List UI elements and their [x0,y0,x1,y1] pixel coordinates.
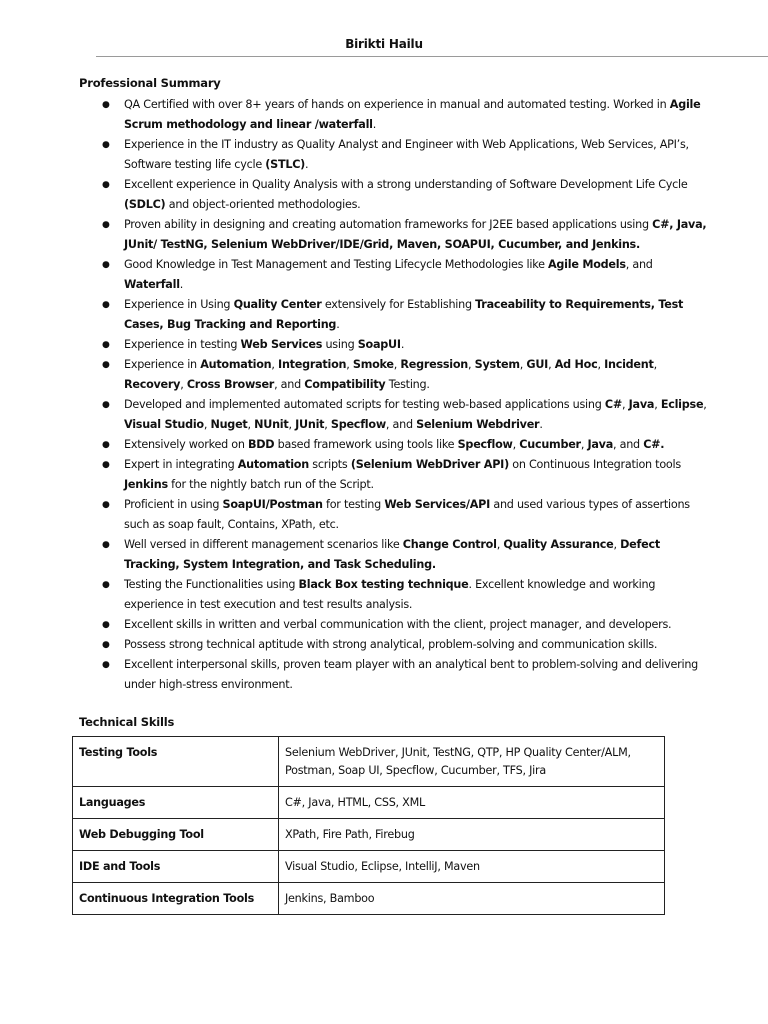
summary-bold-text: Quality Center [233,298,322,311]
skill-category: Testing Tools [73,737,279,787]
summary-text: , [597,358,605,371]
summary-bold-text: C#. [643,438,665,451]
bullet-icon: ● [102,660,110,670]
summary-bold-text: Agile Models [548,258,626,271]
bullet-icon: ● [102,400,110,410]
summary-text: Possess strong technical aptitude with strong analytical, problem-solving and communication skills. [124,638,658,651]
summary-list-item [102,135,714,175]
summary-bold-text: BDD [247,438,275,451]
bullet-icon: ● [102,140,110,150]
summary-text: , [512,438,520,451]
summary-list-item [102,175,714,215]
summary-text: , [654,398,661,411]
summary-list-item [102,335,714,355]
summary-list-item [102,495,714,535]
summary-text: Experience in Using [124,298,234,311]
technical-skills-heading: Technical Skills [79,715,175,729]
summary-text: , [519,358,527,371]
technical-skills-table [72,736,665,915]
skill-values: C#, Java, HTML, CSS, XML [279,787,665,819]
summary-bold-text: SoapUI/Postman [222,498,323,511]
bullet-icon: ● [102,440,110,450]
summary-text: Extensively worked on [124,438,248,451]
resume-name: Birikti Hailu [345,37,423,51]
skill-category: Web Debugging Tool [73,819,279,851]
bullet-icon: ● [102,100,110,110]
summary-text: , [324,418,331,431]
summary-bold-text: Recovery [124,378,181,391]
skill-category: Continuous Integration Tools [73,883,279,915]
summary-bold-text: C# [604,398,623,411]
summary-text: , [653,358,657,371]
summary-text: on Continuous Integration tools [508,458,681,471]
summary-bold-text: Smoke [352,358,394,371]
summary-text: Proficient in using [124,498,223,511]
summary-bold-text: Selenium Webdriver [416,418,540,431]
summary-bold-text: Visual Studio [124,418,204,431]
summary-text: and used various types of assertions such as soap fault, Contains, XPath, etc. [124,498,690,531]
summary-text: Experience in the IT industry as Quality Analyst and Engineer with Web Applications, Web Services, API’s, Software testing life cycle [124,138,689,171]
summary-bold-text: Agile Scrum methodology and linear /waterfall [124,98,701,131]
summary-text: Excellent skills in written and verbal communication with the client, project manager, and developers. [124,618,672,631]
summary-text: Excellent experience in Quality Analysis with a strong understanding of Software Development Life Cycle [124,178,688,191]
summary-text: , [288,418,296,431]
summary-text: . [372,118,377,131]
summary-list-item [102,355,714,395]
summary-text: , and [274,378,305,391]
summary-text: , [247,418,255,431]
summary-bold-text: C#, Java, JUnit/ TestNG, Selenium WebDriver/IDE/Grid, Maven, SOAPUI, Cucumber, and Jenkins. [124,218,707,251]
summary-text: , and [625,258,653,271]
summary-bold-text: Black Box testing technique [298,578,469,591]
summary-text: . [336,318,340,331]
summary-bold-text: GUI [526,358,549,371]
summary-bold-text: Ad Hoc [554,358,598,371]
summary-text: Developed and implemented automated scripts for testing web-based applications using [124,398,605,411]
summary-text: , [613,538,621,551]
header-divider [96,56,768,57]
summary-bold-text: Nuget [210,418,248,431]
summary-text: for testing [322,498,385,511]
summary-list-item [102,615,714,635]
bullet-icon: ● [102,220,110,230]
summary-text: . Excellent knowledge and working experience in test execution and test results analysis. [124,578,656,611]
summary-text: . [539,418,543,431]
professional-summary-list [102,95,714,695]
summary-bold-text: Automation [200,358,272,371]
summary-text: Testing. [385,378,430,391]
summary-list-item [102,575,714,615]
summary-text: , and [385,418,417,431]
bullet-icon: ● [102,620,110,630]
summary-bold-text: (SDLC) [124,198,166,211]
summary-text: Proven ability in designing and creating automation frameworks for J2EE based applications using [124,218,653,231]
skill-values: Jenkins, Bamboo [279,883,665,915]
summary-text: based framework using tools like [274,438,458,451]
summary-list-item [102,655,714,695]
summary-bold-text: Specflow [330,418,386,431]
summary-text: , [393,358,401,371]
summary-text: Experience in testing [124,338,241,351]
summary-text: scripts [308,458,351,471]
skills-row [73,737,665,787]
summary-bold-text: Quality Assurance [503,538,614,551]
summary-bold-text: (STLC) [265,158,306,171]
bullet-icon: ● [102,580,110,590]
summary-bold-text: Cross Browser [186,378,275,391]
bullet-icon: ● [102,460,110,470]
summary-text: Experience in [124,358,201,371]
summary-bold-text: Waterfall [124,278,180,291]
summary-text: Expert in integrating [124,458,238,471]
summary-bold-text: Web Services [240,338,323,351]
summary-text: , [468,358,475,371]
skill-values: XPath, Fire Path, Firebug [279,819,665,851]
skills-row [73,787,665,819]
summary-list-item [102,455,714,495]
bullet-icon: ● [102,260,110,270]
summary-text: Excellent interpersonal skills, proven team player with an analytical bent to problem-solving and delivering under high-stress environment. [124,658,699,691]
summary-list-item [102,395,714,435]
skills-row [73,851,665,883]
summary-list-item [102,215,714,255]
summary-text: , [346,358,353,371]
summary-bold-text: Eclipse [660,398,704,411]
summary-text: . [305,158,309,171]
summary-text: and object-oriented methodologies. [165,198,361,211]
summary-list-item [102,435,714,455]
summary-bold-text: Automation [237,458,309,471]
summary-bold-text: Java [628,398,655,411]
summary-text: . [400,338,405,351]
bullet-icon: ● [102,360,110,370]
summary-text: using [322,338,358,351]
summary-text: Testing the Functionalities using [124,578,299,591]
summary-list-item [102,255,714,295]
bullet-icon: ● [102,340,110,350]
summary-bold-text: (Selenium WebDriver API) [350,458,509,471]
summary-bold-text: Web Services/API [384,498,491,511]
summary-bold-text: Jenkins [124,478,168,491]
summary-bold-text: Specflow [457,438,513,451]
bullet-icon: ● [102,500,110,510]
summary-text: , [548,358,555,371]
summary-text: , [496,538,504,551]
summary-text: , [622,398,629,411]
summary-text: Well versed in different management scenarios like [124,538,403,551]
bullet-icon: ● [102,540,110,550]
bullet-icon: ● [102,180,110,190]
summary-bold-text: System [474,358,520,371]
summary-bold-text: Defect Tracking, System Integration, and Task Scheduling. [124,538,660,571]
summary-text: , [271,358,279,371]
summary-text: , and [613,438,644,451]
bullet-icon: ● [102,640,110,650]
skill-values: Visual Studio, Eclipse, IntelliJ, Maven [279,851,665,883]
summary-bold-text: Cucumber [519,438,581,451]
summary-bold-text: JUnit [295,418,325,431]
summary-text: QA Certified with over 8+ years of hands on experience in manual and automated testing. Worked in [124,98,670,111]
professional-summary-heading: Professional Summary [79,76,221,90]
skill-category: Languages [73,787,279,819]
skills-row [73,883,665,915]
summary-text: , [580,438,588,451]
summary-list-item [102,295,714,335]
summary-bold-text: Change Control [402,538,497,551]
summary-text: , [703,398,707,411]
summary-text: , [203,418,211,431]
summary-bold-text: Compatibility [304,378,386,391]
skill-values: Selenium WebDriver, JUnit, TestNG, QTP, HP Quality Center/ALM, Postman, Soap UI, Specflow, Cucumber, TFS, Jira [279,737,665,787]
summary-list-item [102,95,714,135]
skills-row [73,819,665,851]
summary-text: , [180,378,187,391]
skill-category: IDE and Tools [73,851,279,883]
summary-bold-text: Traceability to Requirements, Test Cases, Bug Tracking and Reporting [124,298,684,331]
summary-bold-text: SoapUI [357,338,401,351]
summary-bold-text: NUnit [254,418,289,431]
summary-bold-text: Integration [278,358,347,371]
summary-text: . [179,278,184,291]
bullet-icon: ● [102,300,110,310]
summary-bold-text: Regression [400,358,469,371]
summary-text: Good Knowledge in Test Management and Testing Lifecycle Methodologies like [124,258,549,271]
summary-bold-text: Java [587,438,613,451]
summary-list-item [102,535,714,575]
summary-list-item [102,635,714,655]
summary-bold-text: Incident [604,358,654,371]
summary-text: extensively for Establishing [321,298,476,311]
summary-text: for the nightly batch run of the Script. [167,478,374,491]
